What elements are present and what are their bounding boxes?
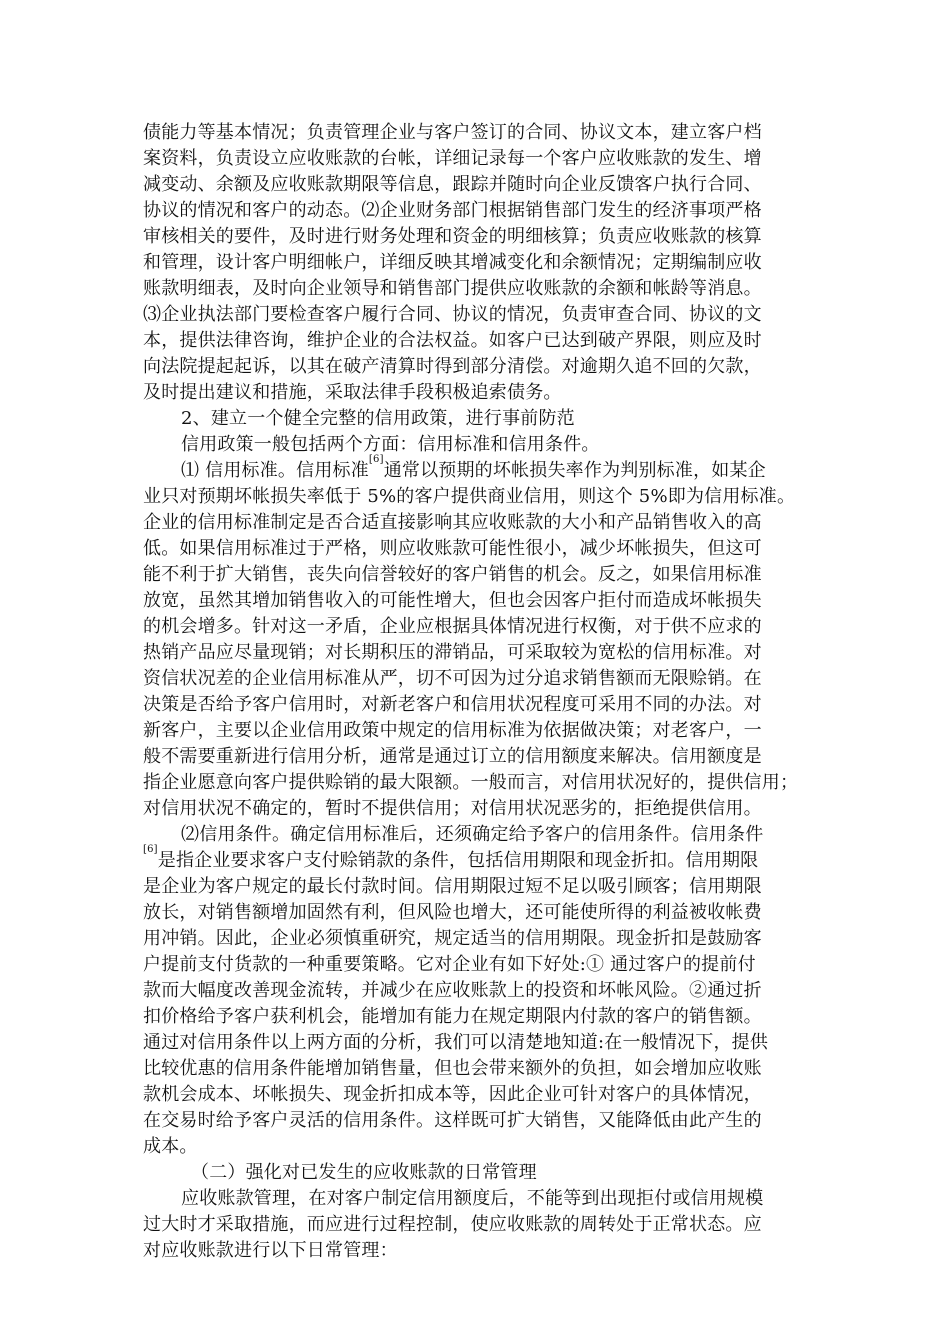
text-line: 向法院提起起诉，以其在破产清算时得到部分清偿。对逾期久追不回的欠款， bbox=[143, 356, 762, 377]
text-line: 低。如果信用标准过于严格，则应收账款可能性很小，减少坏帐损失，但这可 bbox=[143, 538, 762, 559]
text-line: 本，提供法律咨询，维护企业的合法权益。如客户已达到破产界限，则应及时 bbox=[143, 330, 762, 351]
text-line: 决策是否给予客户信用时，对新老客户和信用状况程度可采用不同的办法。对 bbox=[143, 694, 762, 715]
text-line: 及时提出建议和措施，采取法律手段积极追索债务。 bbox=[143, 382, 562, 403]
text-line: 能不利于扩大销售，丧失向信誉较好的客户销售的机会。反之，如果信用标准 bbox=[143, 564, 762, 585]
text-line: 比较优惠的信用条件能增加销售量，但也会带来额外的负担，如会增加应收账 bbox=[143, 1058, 762, 1079]
citation-ref: [6] bbox=[368, 454, 384, 465]
text-line: 企业的信用标准制定是否合适直接影响其应收账款的大小和产品销售收入的高 bbox=[143, 512, 762, 533]
text-line: 和管理，设计客户明细帐户，详细反映其增减变化和余额情况；定期编制应收 bbox=[143, 252, 762, 273]
text-line: 热销产品应尽量现销；对长期积压的滞销品，可采取较为宽松的信用标准。对 bbox=[143, 642, 762, 663]
text-line: ⑶企业执法部门要检查客户履行合同、协议的情况，负责审查合同、协议的文 bbox=[143, 304, 762, 325]
citation-ref: [6] bbox=[143, 844, 158, 855]
line-text: ⑴ 信用标准。信用标准 bbox=[181, 460, 369, 481]
text-line: 资信状况差的企业信用标准从严，切不可因为过分追求销售额而无限赊销。在 bbox=[143, 668, 762, 689]
text-line: 款而大幅度改善现金流转，并减少在应收账款上的投资和坏帐风险。②通过折 bbox=[143, 980, 762, 1001]
text-line-with-citation bbox=[143, 844, 759, 874]
text-line: 协议的情况和客户的动态。⑵企业财务部门根据销售部门发生的经济事项严格 bbox=[143, 200, 762, 221]
text-line: ⑵信用条件。确定信用标准后，还须确定给予客户的信用条件。信用条件 bbox=[181, 824, 764, 845]
text-line: 是企业为客户规定的最长付款时间。信用期限过短不足以吸引顾客；信用期限 bbox=[143, 876, 762, 897]
text-line: 户提前支付货款的一种重要策略。它对企业有如下好处:① 通过客户的提前付 bbox=[143, 954, 756, 975]
line-text: 是指企业要求客户支付赊销款的条件，包括信用期限和现金折扣。信用期限 bbox=[157, 850, 759, 871]
text-line: 般不需要重新进行信用分析，通常是通过订立的信用额度来解决。信用额度是 bbox=[143, 746, 762, 767]
text-line: 业只对预期坏帐损失率低于 5%的客户提供商业信用，则这个 5%即为信用标准。 bbox=[143, 486, 796, 507]
text-line: 减变动、余额及应收账款期限等信息，跟踪并随时向企业反馈客户执行合同、 bbox=[143, 174, 762, 195]
text-line: 审核相关的要件，及时进行财务处理和资金的明细核算；负责应收账款的核算 bbox=[143, 226, 762, 247]
text-line: 放宽，虽然其增加销售收入的可能性增大，但也会因客户拒付而造成坏帐损失 bbox=[143, 590, 762, 611]
text-line: 新客户，主要以企业信用政策中规定的信用标准为依据做决策；对老客户，一 bbox=[143, 720, 762, 741]
text-line: 扣价格给予客户获利机会，能增加有能力在规定期限内付款的客户的销售额。 bbox=[143, 1006, 762, 1027]
section-heading: 2、建立一个健全完整的信用政策，进行事前防范 bbox=[181, 408, 575, 429]
text-line: 债能力等基本情况；负责管理企业与客户签订的合同、协议文本，建立客户档 bbox=[143, 122, 762, 143]
text-line: 用冲销。因此，企业必须慎重研究，规定适当的信用期限。现金折扣是鼓励客 bbox=[143, 928, 762, 949]
text-line: 应收账款管理，在对客户制定信用额度后，不能等到出现拒付或信用规模 bbox=[181, 1188, 764, 1209]
text-line: 的机会增多。针对这一矛盾，企业应根据具体情况进行权衡，对于供不应求的 bbox=[143, 616, 762, 637]
text-line: 过大时才采取措施，而应进行过程控制，使应收账款的周转处于正常状态。应 bbox=[143, 1214, 762, 1235]
text-line: 指企业愿意向客户提供赊销的最大限额。一般而言，对信用状况好的，提供信用； bbox=[143, 772, 799, 793]
text-line: 案资料，负责设立应收账款的台帐，详细记录每一个客户应收账款的发生、增 bbox=[143, 148, 762, 169]
text-line: 信用政策一般包括两个方面：信用标准和信用条件。 bbox=[181, 434, 600, 455]
text-line: 账款明细表，及时向企业领导和销售部门提供应收账款的余额和帐龄等消息。 bbox=[143, 278, 762, 299]
text-line: 放长，对销售额增加固然有利，但风险也增大，还可能使所得的利益被收帐费 bbox=[143, 902, 762, 923]
text-line: 成本。 bbox=[143, 1136, 198, 1157]
text-line: 对信用状况不确定的，暂时不提供信用；对信用状况恶劣的，拒绝提供信用。 bbox=[143, 798, 762, 819]
text-line: 通过对信用条件以上两方面的分析，我们可以清楚地知道:在一般情况下，提供 bbox=[143, 1032, 769, 1053]
text-line: 对应收账款进行以下日常管理： bbox=[143, 1240, 398, 1261]
text-line-with-citation bbox=[181, 454, 766, 484]
text-line: 款机会成本、坏帐损失、现金折扣成本等，因此企业可针对客户的具体情况， bbox=[143, 1084, 762, 1105]
text-line: 在交易时给予客户灵活的信用条件。这样既可扩大销售，又能降低由此产生的 bbox=[143, 1110, 762, 1131]
section-heading: （二）强化对已发生的应收账款的日常管理 bbox=[191, 1162, 537, 1183]
line-text: 通常以预期的坏帐损失率作为判别标准，如某企 bbox=[383, 460, 766, 481]
